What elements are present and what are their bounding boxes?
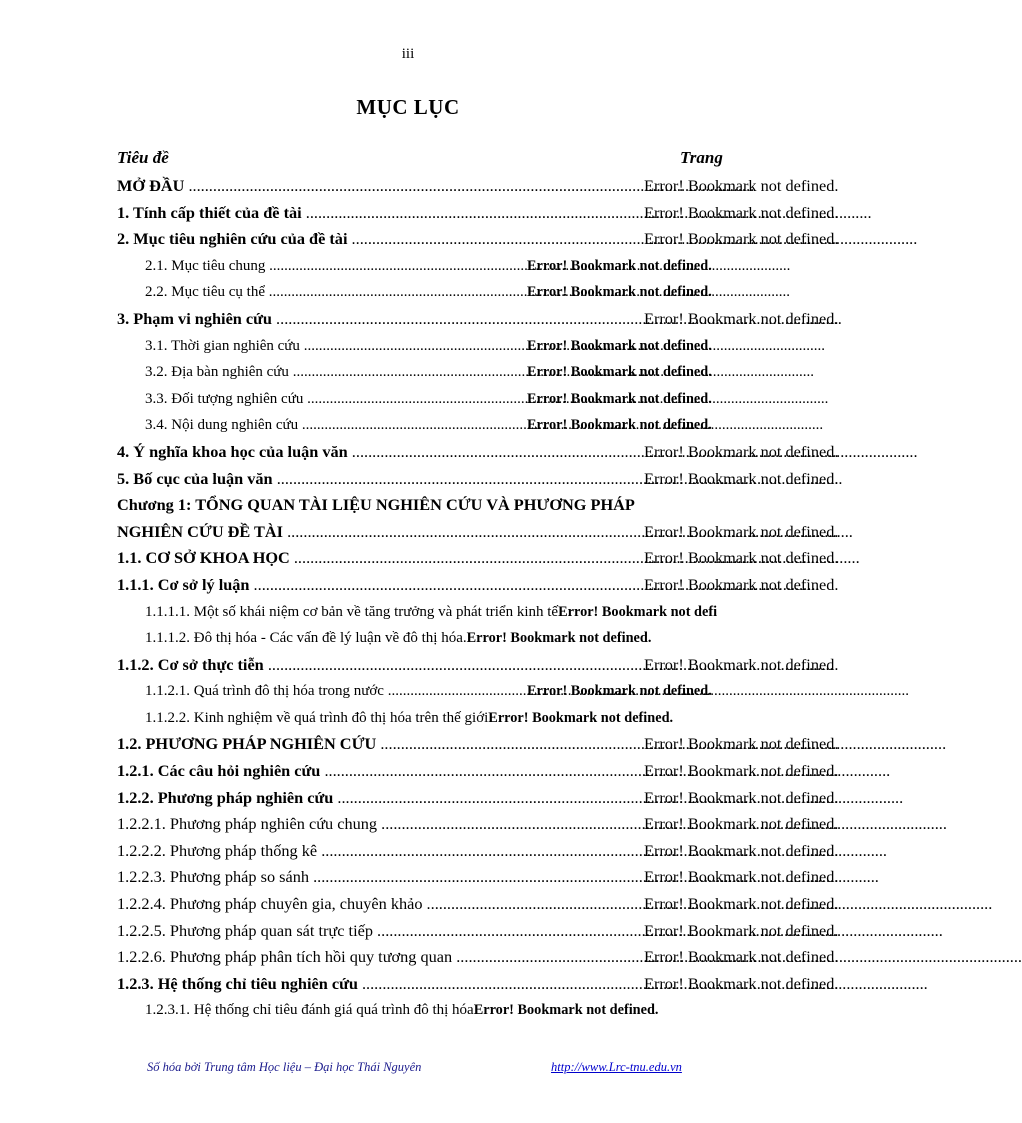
toc-header-title: Tiêu đề <box>117 148 169 167</box>
toc-entry-page: Error! Bookmark not defined. <box>644 176 839 195</box>
toc-entry[interactable] <box>117 466 839 493</box>
toc-entry[interactable] <box>117 731 839 758</box>
toc-entry-title: 1.2.2.6. Phương pháp phân tích hồi quy tương quan <box>117 947 453 967</box>
toc-entry-title: 3.1. Thời gian nghiên cứu <box>145 337 300 354</box>
toc-entry[interactable] <box>117 678 816 705</box>
toc-entry-page: Error! Bookmark not defined. <box>644 920 839 940</box>
toc-entry-page: Error! Bookmark not defined. <box>644 947 839 967</box>
toc-entry[interactable] <box>117 200 839 227</box>
toc-entry[interactable] <box>117 226 839 253</box>
toc-entry-title: 1.1.1.2. Đô thị hóa - Các vấn đề lý luận về đô thị hóa. <box>145 630 467 647</box>
toc-entry-title: 1.2.3. Hệ thống chỉ tiêu nghiên cứu <box>117 973 362 993</box>
page-title: MỤC LỤC <box>356 95 460 119</box>
toc-entry[interactable] <box>117 386 816 413</box>
toc-entry-title: 1. Tính cấp thiết của đề tài <box>117 202 306 222</box>
toc-entry-page: Error! Bookmark not defined. <box>644 734 839 754</box>
toc-entry-title: 1.2.2.1. Phương pháp nghiên cứu chung <box>117 814 382 834</box>
toc-entry-title: 3. Phạm vi nghiên cứu <box>117 308 277 328</box>
toc-entry-title: 1.1.1. Cơ sở lý luận <box>117 574 250 594</box>
toc-entry-page: Error! Bookmark not defined. <box>527 390 712 407</box>
toc-entry[interactable] <box>117 811 839 838</box>
toc-entry-page: Error! Bookmark not defined. <box>644 202 839 222</box>
toc-entry[interactable] <box>117 918 839 945</box>
toc-entry-title: 1.2.2.5. Phương pháp quan sát trực tiếp <box>117 920 378 940</box>
toc-entry[interactable] <box>117 625 816 652</box>
toc-entry-title: NGHIÊN CỨU ĐỀ TÀI <box>117 521 284 541</box>
toc-entry-title: 1.2.3.1. Hệ thống chỉ tiêu đánh giá quá trình đô thị hóa <box>145 1002 474 1019</box>
toc-entry-title: 2.2. Mục tiêu cụ thể <box>145 284 265 301</box>
toc-entry-title: Chương 1: TỔNG QUAN TÀI LIỆU NGHIÊN CỨU VÀ PHƯƠNG PHÁP <box>117 495 635 515</box>
toc-entry-page: Error! Bookmark not defined. <box>473 1002 659 1019</box>
toc-entry-page: Error! Bookmark not defined. <box>644 894 839 914</box>
toc-entry[interactable] <box>117 253 816 280</box>
toc-entry-title: 3.2. Địa bàn nghiên cứu <box>145 364 289 381</box>
toc-entry-page: Error! Bookmark not defined. <box>644 229 839 249</box>
toc-entry[interactable] <box>117 785 839 812</box>
toc-entry[interactable] <box>117 519 839 546</box>
toc-entry-page: Error! Bookmark not defined. <box>527 257 712 274</box>
toc-entry-page: Error! Bookmark not defined. <box>644 521 839 541</box>
toc-entry-page: Error! Bookmark not defined. <box>527 364 712 381</box>
toc-entry-title: 2.1. Mục tiêu chung <box>145 257 270 274</box>
toc-entry-page: Error! Bookmark not defined. <box>644 441 839 461</box>
toc-entry[interactable] <box>117 439 839 466</box>
toc-entry-title: 1.2.2.3. Phương pháp so sánh <box>117 867 310 887</box>
toc-entry-page: Error! Bookmark not defined. <box>527 683 712 700</box>
toc-entry-title: 2. Mục tiêu nghiên cứu của đề tài <box>117 229 352 249</box>
toc-entry-title: 5. Bố cục của luận văn <box>117 468 277 488</box>
toc-entry-title: 1.1. CƠ SỞ KHOA HỌC <box>117 548 294 568</box>
toc-entry-page: Error! Bookmark not defined. <box>644 867 839 887</box>
toc-entry[interactable] <box>117 758 839 785</box>
toc-entry-title: 1.1.1.1. Một số khái niệm cơ bản về tăng trưởng và phát triển kinh tế <box>145 603 559 620</box>
toc-entry[interactable] <box>117 864 839 891</box>
toc-entry[interactable] <box>117 971 839 998</box>
toc-entry[interactable] <box>117 279 816 306</box>
toc-entry-page: Error! Bookmark not defined. <box>488 709 674 726</box>
toc-entry[interactable] <box>117 173 839 200</box>
footer-source: Số hóa bởi Trung tâm Học liệu – Đại học Thái Nguyên <box>147 1060 422 1074</box>
toc-entry[interactable] <box>117 944 839 971</box>
toc-entry-title: 3.3. Đối tượng nghiên cứu <box>145 390 308 407</box>
toc-entry-page: Error! Bookmark not defined. <box>644 654 839 674</box>
toc-entry-page: Error! Bookmark not defined. <box>644 468 839 488</box>
toc-entry-page: Error! Bookmark not defined. <box>644 973 839 993</box>
page-number: iii <box>401 46 415 62</box>
toc-entry-page: Error! Bookmark not defined. <box>644 814 839 834</box>
toc-entry[interactable] <box>117 492 816 519</box>
toc-entry-page: Error! Bookmark not defined. <box>527 417 712 434</box>
toc-entry-page: Error! Bookmark not defined. <box>644 308 839 328</box>
toc-entry-title: 4. Ý nghĩa khoa học của luận văn <box>117 441 352 461</box>
toc-entry-page: Error! Bookmark not defined. <box>644 761 839 781</box>
toc-entry-title: 1.2. PHƯƠNG PHÁP NGHIÊN CỨU <box>117 734 381 754</box>
toc-entry-title: 1.1.2.2. Kinh nghiệm về quá trình đô thị hóa trên thế giới <box>145 709 489 726</box>
toc-entry-title: 1.2.2.2. Phương pháp thống kê <box>117 840 318 860</box>
toc-entry[interactable] <box>117 412 816 439</box>
toc-entry[interactable] <box>117 599 816 626</box>
toc-entry-page: Error! Bookmark not defined. <box>466 630 652 647</box>
toc-entry-page: Error! Bookmark not defined. <box>527 284 712 301</box>
toc-entry-title: 1.2.2.4. Phương pháp chuyên gia, chuyên khảo <box>117 894 427 914</box>
toc-entry-title: 1.2.1. Các câu hỏi nghiên cứu <box>117 761 325 781</box>
toc-entry[interactable] <box>117 891 839 918</box>
toc-entry[interactable] <box>117 545 839 572</box>
toc-entry-title: 1.2.2. Phương pháp nghiên cứu <box>117 787 338 807</box>
toc-entry[interactable] <box>117 572 839 599</box>
toc-entry-page: Error! Bookmark not defined. <box>644 574 839 594</box>
table-of-contents <box>117 173 839 1024</box>
toc-entry[interactable] <box>117 705 816 732</box>
toc-entry-title: 1.1.2.1. Quá trình đô thị hóa trong nước <box>145 683 384 700</box>
toc-entry[interactable] <box>117 997 816 1024</box>
toc-entry[interactable] <box>117 306 839 333</box>
toc-entry[interactable] <box>117 652 839 679</box>
toc-entry-page: Error! Bookmark not defi <box>558 603 718 620</box>
toc-entry-page: Error! Bookmark not defined. <box>644 548 839 568</box>
toc-entry-page: Error! Bookmark not defined. <box>644 840 839 860</box>
toc-entry-title: MỞ ĐẦU <box>117 176 189 195</box>
toc-entry[interactable] <box>117 359 816 386</box>
toc-entry[interactable] <box>117 333 816 360</box>
toc-entry-title: 1.1.2. Cơ sở thực tiễn <box>117 654 268 674</box>
toc-entry-title: 3.4. Nội dung nghiên cứu <box>145 417 302 434</box>
toc-header-page: Trang <box>680 148 723 167</box>
toc-entry-page: Error! Bookmark not defined. <box>644 787 839 807</box>
toc-entry-page: Error! Bookmark not defined. <box>527 337 712 354</box>
footer-link[interactable]: http://www.Lrc-tnu.edu.vn <box>551 1060 682 1074</box>
toc-entry[interactable] <box>117 838 839 865</box>
